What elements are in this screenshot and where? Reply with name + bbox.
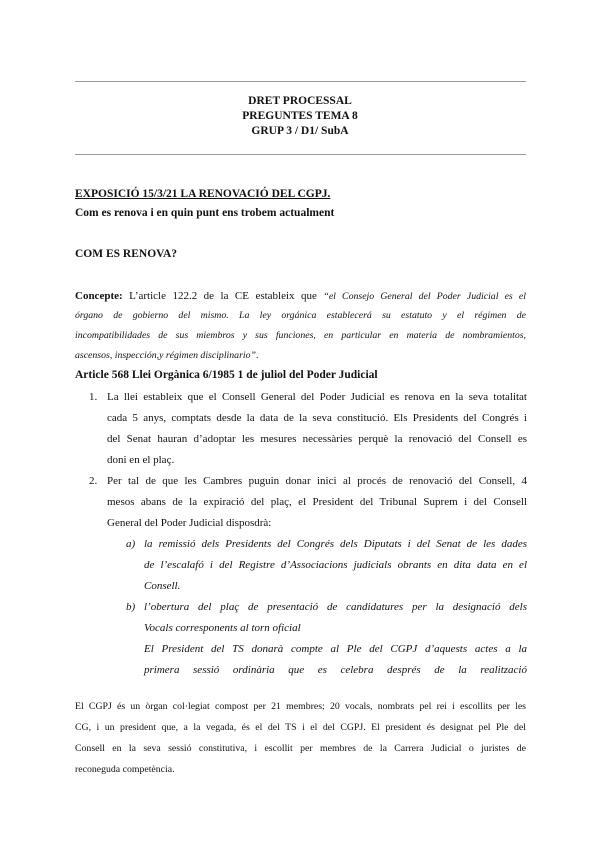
concepte-line-4	[75, 350, 258, 361]
sublist-b-line-2: Vocals corresponents al torn oficial	[144, 622, 301, 634]
sublist-b-line-1: l’obertura del plaç de presentació de candidatures per la designació dels	[144, 601, 527, 613]
list-item-1-number: 1.	[89, 391, 98, 403]
list-item-2-line-2: mesos abans de la expiració del plaç, el President del Tribunal Suprem i del Consell	[107, 496, 527, 508]
concepte-intro: L’article 122.2 de la CE estableix que	[122, 290, 324, 302]
sublist-a-line-2: de l’escalafó i del Registre d’Associacions judicials obrants en dita data en el	[144, 559, 527, 571]
concepte-line-3: incompatibilidades de sus miembros y sus funciones, en particular en materia de nombramientos,	[75, 330, 526, 341]
section-subtitle: Com es renova i en quin punt ens trobem actualment	[75, 207, 335, 219]
list-item-2-line-3: General del Poder Judicial disposdrà:	[107, 517, 272, 529]
header-bottom-rule	[75, 154, 526, 155]
list-item-1-line-3: del Senat hauran d’adoptar les mesures necessàries perquè la renovació del Consell es	[107, 433, 527, 445]
closing-line-3: Consell en la seva sessió constitutiva, i escollit per membres de la Carrera Judicial o juristes de	[75, 743, 526, 754]
header-title: DRET PROCESSAL	[248, 95, 352, 107]
closing-line-1: El CGPJ és un òrgan col·legiat compost per 21 membres; 20 vocals, nombrats pel rei i escollits per les	[75, 701, 526, 712]
closing-line-2: CG, i un president que, a la vegada, és el del TS i el del CGPJ. El president és designat pel Ple del	[75, 722, 526, 733]
list-item-1-line-4: doni en el plaç.	[107, 454, 175, 466]
list-item-1-line-1: La llei estableix que el Consell General del Poder Judicial es renova en la seva totalitat	[107, 391, 527, 403]
header-subtitle: PREGUNTES TEMA 8	[242, 110, 358, 122]
concepte-line-1	[75, 290, 526, 302]
closing-line-4: reconeguda competència.	[75, 764, 175, 775]
list-item-2-number: 2.	[89, 475, 98, 487]
header-group: GRUP 3 / D1/ SubA	[251, 125, 349, 137]
concepte-quote-start: “el Consejo General del Poder Judicial es el	[323, 291, 526, 302]
concepte-line-2: órgano de gobierno del mismo. La ley orgánica establecerá su estatuto y el régimen de	[75, 310, 526, 321]
sublist-a-line-1: la remissió dels Presidents del Congrés dels Diputats i del Senat de les dades	[144, 538, 527, 550]
header-top-rule	[75, 81, 526, 82]
list-item-2-line-1: Per tal de que les Cambres puguin donar inici al procés de renovació del Consell, 4	[107, 475, 527, 487]
concepte-period: .	[255, 350, 259, 361]
sublist-a-line-3: Consell.	[144, 580, 181, 592]
sublist-a-letter: a)	[126, 538, 136, 550]
article-title: Article 568 Llei Orgànica 6/1985 1 de juliol del Poder Judicial	[75, 369, 378, 381]
list-item-1-line-2: cada 5 anys, comptats desde la data de la seva constitució. Els Presidents del Congrés i	[107, 412, 527, 424]
sublist-b-letter: b)	[126, 601, 136, 613]
sublist-b-line-4: primera sessió ordinària que es celebra després de la realització	[144, 664, 527, 676]
sublist-b-line-3: El President del TS donarà compte al Ple del CGPJ d’aquests actes a la	[144, 643, 527, 655]
section-title: EXPOSICIÓ 15/3/21 LA RENOVACIÓ DEL CGPJ.	[75, 188, 331, 200]
concepte-quote-end: ascensos, inspección,y régimen disciplinario”	[75, 350, 256, 361]
concepte-label: Concepte:	[75, 290, 123, 302]
heading-com-es-renova: COM ES RENOVA?	[75, 248, 178, 260]
